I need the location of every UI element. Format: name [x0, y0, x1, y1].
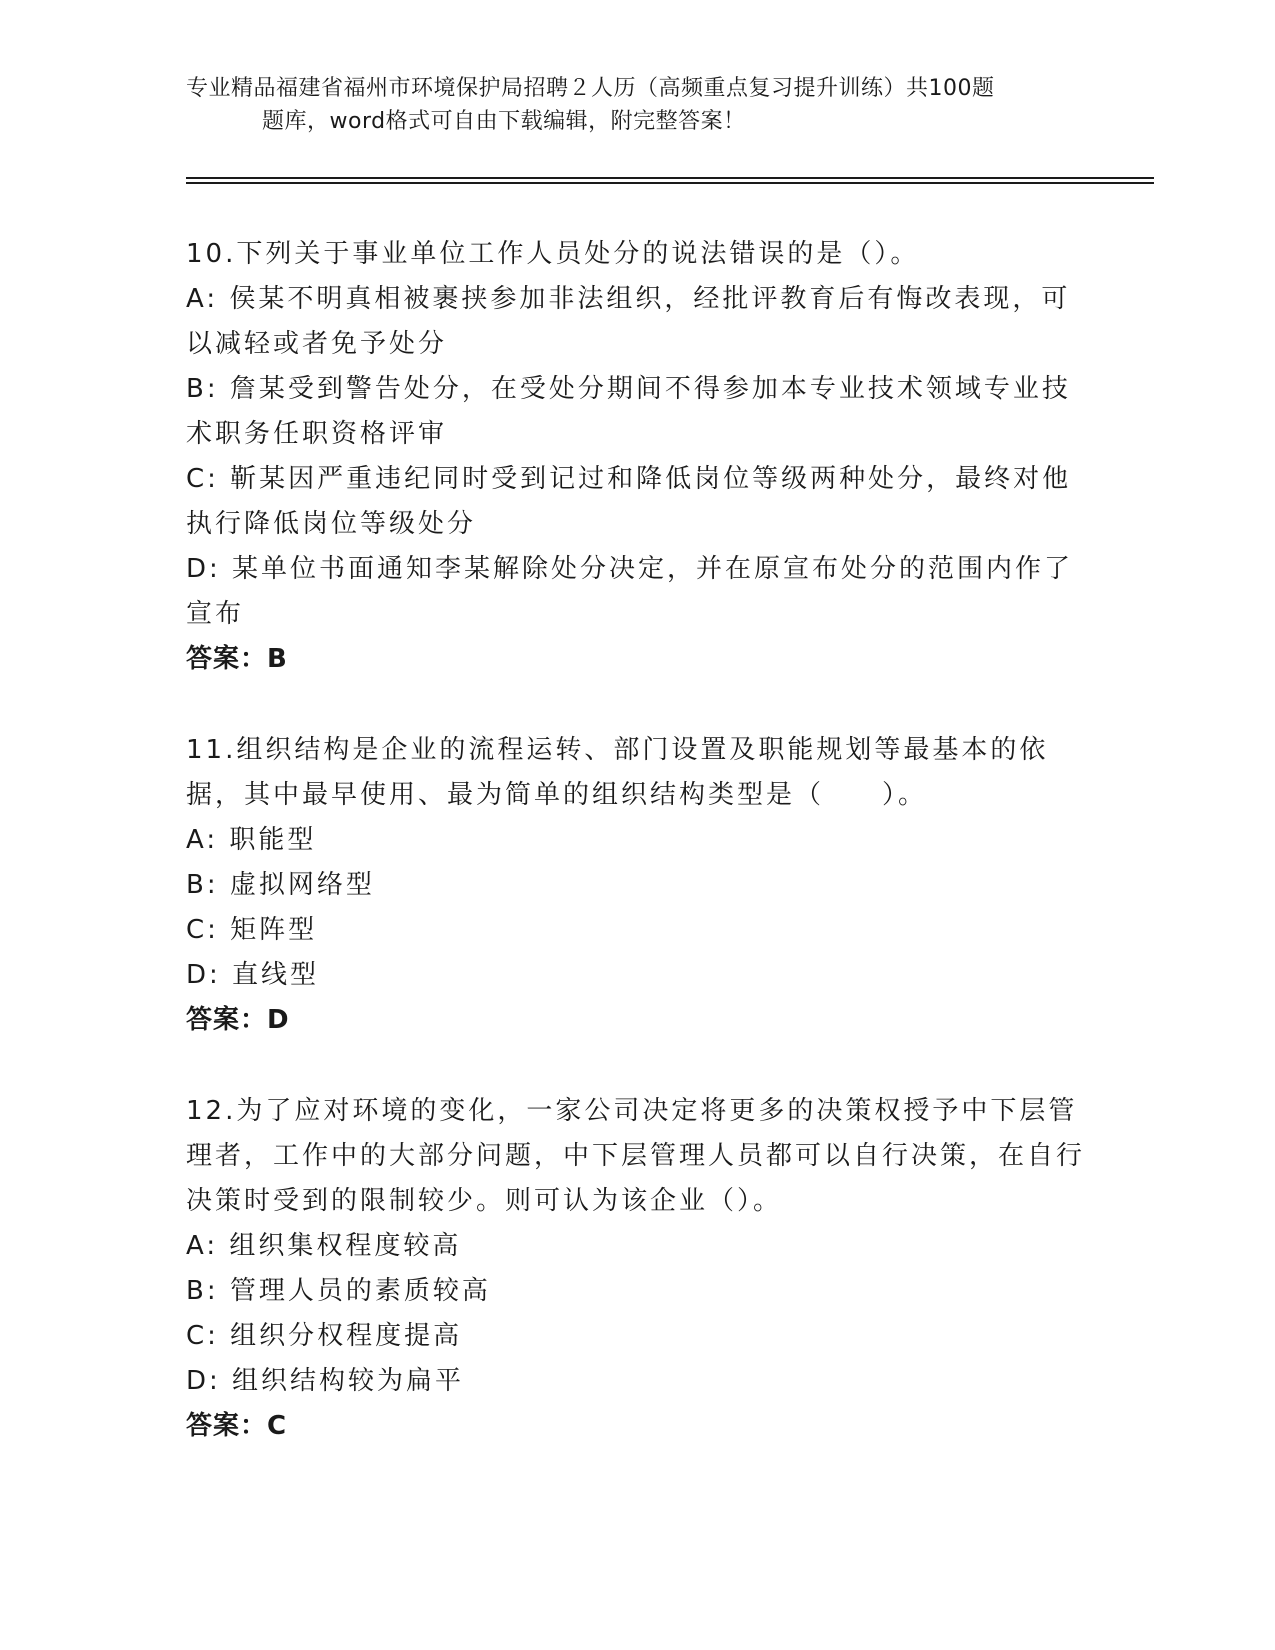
question-list	[186, 232, 1086, 1495]
option-b: B: 管理人员的素质较高	[186, 1276, 491, 1306]
header-divider-top	[186, 177, 1154, 179]
option-a: A: 侯某不明真相被裹挟参加非法组织，经批评教育后有悔改表现，可以减轻或者免予处分	[186, 284, 1071, 359]
option-d: D: 组织结构较为扁平	[186, 1366, 465, 1396]
answer: 答案：B	[186, 644, 288, 674]
document-header	[186, 72, 1086, 138]
answer: 答案：D	[186, 1005, 290, 1035]
option-b: B: 詹某受到警告处分，在受处分期间不得参加本专业技术领域专业技术职务任职资格评审	[186, 374, 1071, 449]
question-text: 12.为了应对环境的变化，一家公司决定将更多的决策权授予中下层管理者，工作中的大部分问题，中下层管理人员都可以自行决策，在自行决策时受到的限制较少。则可认为该企业（）。	[186, 1096, 1086, 1216]
question-text: 10.下列关于事业单位工作人员处分的说法错误的是（）。	[186, 239, 920, 269]
option-c: C: 靳某因严重违纪同时受到记过和降低岗位等级两种处分，最终对他执行降低岗位等级处分	[186, 464, 1072, 539]
question-12	[186, 1089, 1086, 1449]
question-text: 11.组织结构是企业的流程运转、部门设置及职能规划等最基本的依据，其中最早使用、最为简单的组织结构类型是（ ）。	[186, 735, 1049, 810]
option-d: D: 某单位书面通知李某解除处分决定，并在原宣布处分的范围内作了宣布	[186, 554, 1074, 629]
header-title-line-2: 题库，word格式可自由下载编辑，附完整答案！	[262, 109, 746, 134]
answer: 答案：C	[186, 1411, 288, 1441]
header-divider-bottom	[186, 182, 1154, 184]
option-a: A: 职能型	[186, 825, 317, 855]
question-11	[186, 728, 1086, 1043]
option-a: A: 组织集权程度较高	[186, 1231, 462, 1261]
option-b: B: 虚拟网络型	[186, 870, 375, 900]
header-title-line-1: 专业精品福建省福州市环境保护局招聘２人历（高频重点复习提升训练）共100题	[186, 76, 995, 101]
question-10	[186, 232, 1086, 682]
option-d: D: 直线型	[186, 960, 320, 990]
option-c: C: 组织分权程度提高	[186, 1321, 463, 1351]
option-c: C: 矩阵型	[186, 915, 318, 945]
